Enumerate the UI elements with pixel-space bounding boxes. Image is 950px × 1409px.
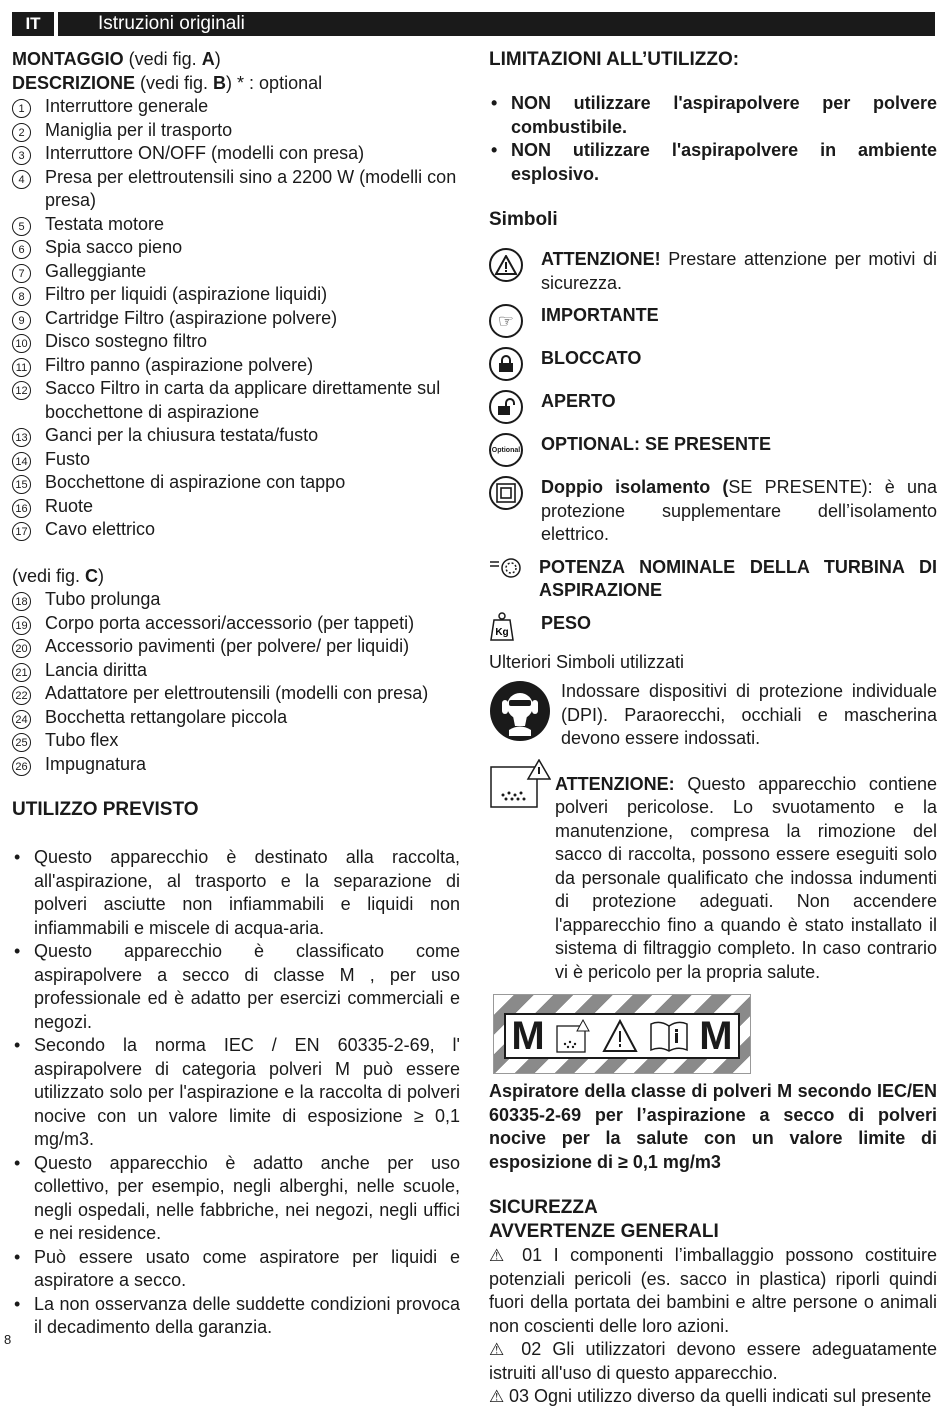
montaggio-line: MONTAGGIO (vedi fig. A) bbox=[12, 49, 221, 69]
list-item bbox=[12, 588, 460, 612]
dust-icon bbox=[555, 1018, 591, 1054]
item-text: Filtro panno (aspirazione polvere) bbox=[45, 354, 314, 375]
item-number: 8 bbox=[12, 287, 31, 306]
symbol-row: Kg PESO bbox=[489, 612, 937, 642]
dust-warning-first: ATTENZIONE: Questo apparecchio contiene polveri pericolose. Lo svuotamento e la manutenzione, compresa la rimozione del sacco di raccolta, possono essere eseguiti solo da personale qualificato che indossa indumenti di protezione adeguati. Non accendere l'apparecchio fino a quando è stato installato il sistema di filtraggio completo. In caso contrario vi è pericolo per la propria salute. bbox=[555, 773, 937, 982]
sicurezza-heading: SICUREZZA bbox=[489, 1197, 598, 1218]
item-text: Lancia diritta bbox=[45, 659, 148, 680]
warning-icon: ⚠ bbox=[489, 1246, 523, 1265]
warning-icon: ⚠ bbox=[489, 1340, 522, 1359]
description-list-c bbox=[12, 588, 460, 776]
svg-text:Kg: Kg bbox=[495, 626, 509, 638]
item-text: Corpo porta accessori/accessorio (per tappeti) bbox=[45, 612, 415, 633]
item-number: 17 bbox=[12, 522, 31, 541]
warning-item bbox=[489, 1338, 937, 1385]
warning-icon: ⚠ bbox=[489, 1387, 509, 1406]
item-text: Ruote bbox=[45, 495, 94, 516]
bullet-item: • Questo apparecchio è adatto anche per uso collettivo, per esempio, negli alberghi, nelle scuole, negli ospedali, nelle fabbriche, nei negozi, negli uffici e nei residence. bbox=[12, 1152, 460, 1246]
limitazioni-heading: LIMITAZIONI ALL’UTILIZZO: bbox=[489, 49, 740, 70]
item-number: 2 bbox=[12, 123, 31, 142]
fig-c-line: (vedi fig. C) bbox=[12, 565, 105, 586]
item-text: Ganci per la chiusura testata/fusto bbox=[45, 425, 319, 445]
item-number: 19 bbox=[12, 616, 31, 635]
list-item bbox=[12, 283, 460, 307]
item-number: 11 bbox=[12, 358, 31, 377]
dpi-block bbox=[489, 680, 937, 751]
warnings-list bbox=[489, 1244, 937, 1409]
item-text: Adattatore per elettroutensili (modelli con presa) bbox=[45, 683, 429, 703]
item-text: Cavo elettrico bbox=[45, 519, 156, 539]
optional-icon: Optional bbox=[489, 433, 523, 467]
turbine-icon bbox=[489, 556, 523, 586]
list-item bbox=[12, 307, 460, 331]
item-number: 6 bbox=[12, 240, 31, 259]
item-text: Disco sostegno filtro bbox=[45, 331, 208, 351]
bullet-item: • Questo apparecchio è classificato come aspirapolvere a secco di classe M , per uso professionale ed è adatto per esercizi commerciali e negozi. bbox=[12, 940, 460, 1034]
ulteriori-simboli: Ulteriori Simboli utilizzati bbox=[489, 651, 685, 672]
symbol-row: ☞ IMPORTANTE bbox=[489, 304, 937, 338]
list-item bbox=[12, 518, 460, 542]
warning-text: 03 Ogni utilizzo diverso da quelli indicati sul presente bbox=[508, 1386, 932, 1406]
list-item bbox=[12, 729, 460, 753]
dpi-text: Indossare dispositivi di protezione individuale (DPI). Paraorecchi, occhiali e mascherina devono essere indossati. bbox=[561, 681, 937, 748]
item-text: Testata motore bbox=[45, 213, 165, 234]
item-number: 13 bbox=[12, 428, 31, 447]
list-item bbox=[12, 424, 460, 448]
language-tag: IT bbox=[12, 12, 58, 36]
lock-open-icon bbox=[489, 390, 523, 424]
class-m-right: M bbox=[699, 1014, 733, 1058]
list-item bbox=[12, 354, 460, 378]
item-number: 15 bbox=[12, 475, 31, 494]
symbol-row: ATTENZIONE! Prestare attenzione per motivi di sicurezza. bbox=[489, 248, 937, 295]
avvertenze-heading: AVVERTENZE GENERALI bbox=[489, 1221, 719, 1242]
item-number: 1 bbox=[12, 99, 31, 118]
simboli-heading: Simboli bbox=[489, 209, 558, 230]
item-text: Bocchettone di aspirazione con tappo bbox=[45, 472, 346, 492]
item-number: 26 bbox=[12, 757, 31, 776]
hazardous-dust-icon bbox=[489, 759, 551, 809]
descrizione-line: DESCRIZIONE (vedi fig. B) * : optional bbox=[12, 72, 323, 93]
list-item bbox=[12, 95, 460, 119]
list-item bbox=[12, 236, 460, 260]
item-text: Interruttore ON/OFF (modelli con presa) bbox=[45, 143, 365, 163]
item-text: Tubo flex bbox=[45, 730, 119, 750]
page-header bbox=[12, 12, 935, 36]
warning-icon bbox=[602, 1019, 638, 1053]
item-number: 20 bbox=[12, 639, 31, 658]
right-column bbox=[489, 48, 937, 1409]
item-number: 12 bbox=[12, 381, 31, 400]
warning-text: 01 I componenti l’imballaggio possono costituire potenziali pericoli (es. sacco in plastica) riporli quindi fuori della portata dei bambini e altre persone o animali non coscienti delle loro azioni. bbox=[489, 1245, 938, 1336]
item-text: Sacco Filtro in carta da applicare direttamente sul bocchettone di aspirazione bbox=[45, 378, 441, 422]
item-text: Impugnatura bbox=[45, 753, 147, 774]
dust-class-m-label bbox=[493, 994, 751, 1074]
list-item bbox=[12, 142, 460, 166]
bullet-item: • Questo apparecchio è destinato alla raccolta, all'aspirazione, al trasporto e la separazione di polveri asciutte non infiammabili e liquidi non infiammabili e miscele di acqua-aria. bbox=[12, 846, 460, 940]
list-item bbox=[12, 753, 460, 777]
description-list-b bbox=[12, 95, 460, 542]
item-text: Accessorio pavimenti (per polvere/ per liquidi) bbox=[45, 636, 410, 656]
list-item bbox=[12, 119, 460, 143]
symbol-row: APERTO bbox=[489, 390, 937, 424]
utilizzo-list bbox=[12, 846, 460, 1340]
list-item bbox=[12, 377, 460, 424]
item-number: 22 bbox=[12, 686, 31, 705]
list-item bbox=[12, 448, 460, 472]
dust-warning-block bbox=[489, 759, 937, 985]
item-number: 18 bbox=[12, 592, 31, 611]
item-text: Filtro per liquidi (aspirazione liquidi) bbox=[45, 284, 328, 304]
page-number: 8 bbox=[4, 1332, 12, 1347]
warning-item bbox=[489, 1244, 937, 1338]
item-text: Interruttore generale bbox=[45, 96, 209, 116]
list-item bbox=[12, 471, 460, 495]
bullet-item: • NON utilizzare l'aspirapolvere in ambiente esplosivo. bbox=[489, 139, 937, 186]
pointing-hand-icon: ☞ bbox=[489, 304, 523, 338]
symbol-row: BLOCCATO bbox=[489, 347, 937, 381]
item-number: 16 bbox=[12, 499, 31, 518]
bullet-item: • Può essere usato come aspiratore per liquidi e aspiratore a secco. bbox=[12, 1246, 460, 1293]
item-text: Galleggiante bbox=[45, 260, 147, 281]
list-item bbox=[12, 635, 460, 659]
item-number: 4 bbox=[12, 170, 31, 189]
bullet-item: • La non osservanza delle suddette condizioni provoca il decadimento della garanzia. bbox=[12, 1293, 460, 1340]
list-item bbox=[12, 706, 460, 730]
class-m-caption: Aspiratore della classe di polveri M secondo IEC/EN 60335-2-69 per l’aspirazione a secco di polveri nocive per la salute con un valore limite di esposizione di ≥ 0,1 mg/m3 bbox=[489, 1081, 937, 1172]
item-number: 21 bbox=[12, 663, 31, 682]
symbols-list bbox=[489, 248, 937, 642]
list-item bbox=[12, 260, 460, 284]
item-number: 3 bbox=[12, 146, 31, 165]
item-number: 14 bbox=[12, 452, 31, 471]
list-item bbox=[12, 682, 460, 706]
list-item bbox=[12, 659, 460, 683]
warning-text: 02 Gli utilizzatori devono essere adeguatamente istruiti all'uso di questo apparecchio. bbox=[489, 1339, 938, 1383]
list-item bbox=[12, 213, 460, 237]
warning-icon bbox=[489, 248, 523, 282]
item-text: Maniglia per il trasporto bbox=[45, 119, 233, 140]
list-item bbox=[12, 166, 460, 213]
utilizzo-heading: UTILIZZO PREVISTO bbox=[12, 799, 199, 820]
item-number: 7 bbox=[12, 264, 31, 283]
left-column bbox=[12, 48, 460, 1340]
symbol-row: POTENZA NOMINALE DELLA TURBINA DI ASPIRAZIONE bbox=[489, 556, 937, 603]
class-m-left: M bbox=[511, 1014, 545, 1058]
item-text: Bocchetta rettangolare piccola bbox=[45, 706, 288, 727]
ppe-icon bbox=[489, 680, 551, 742]
weight-icon bbox=[489, 612, 523, 642]
item-number: 25 bbox=[12, 733, 31, 752]
list-item bbox=[12, 330, 460, 354]
item-text: Cartridge Filtro (aspirazione polvere) bbox=[45, 307, 338, 328]
item-number: 9 bbox=[12, 311, 31, 330]
item-number: 5 bbox=[12, 217, 31, 236]
bullet-item: • Secondo la norma IEC / EN 60335-2-69, l' aspirapolvere di categoria polveri M può essere utilizzato solo per l'aspirazione e la raccolta di polveri nocive con un valore limite di esposizione ≥ 0,1 mg/m3. bbox=[12, 1034, 460, 1152]
double-insulation-icon bbox=[489, 476, 523, 510]
bullet-item: • NON utilizzare l'aspirapolvere per polvere combustibile. bbox=[489, 92, 937, 139]
symbol-row: Doppio isolamento (SE PRESENTE): è una protezione supplementare dell’isolamento elettrico. bbox=[489, 476, 937, 547]
manual-info-icon bbox=[649, 1020, 689, 1052]
item-number: 10 bbox=[12, 334, 31, 353]
item-number: 24 bbox=[12, 710, 31, 729]
lock-closed-icon bbox=[489, 347, 523, 381]
list-item bbox=[12, 495, 460, 519]
symbol-row: Optional OPTIONAL: SE PRESENTE bbox=[489, 433, 937, 467]
warning-item bbox=[489, 1385, 937, 1409]
limitazioni-list bbox=[489, 92, 937, 186]
item-text: Tubo prolunga bbox=[45, 589, 161, 609]
header-title: Istruzioni originali bbox=[98, 13, 245, 34]
item-text: Spia sacco pieno bbox=[45, 237, 183, 257]
item-text: Fusto bbox=[45, 448, 91, 469]
list-item bbox=[12, 612, 460, 636]
item-text: Presa per elettroutensili sino a 2200 W (modelli con presa) bbox=[45, 166, 457, 210]
